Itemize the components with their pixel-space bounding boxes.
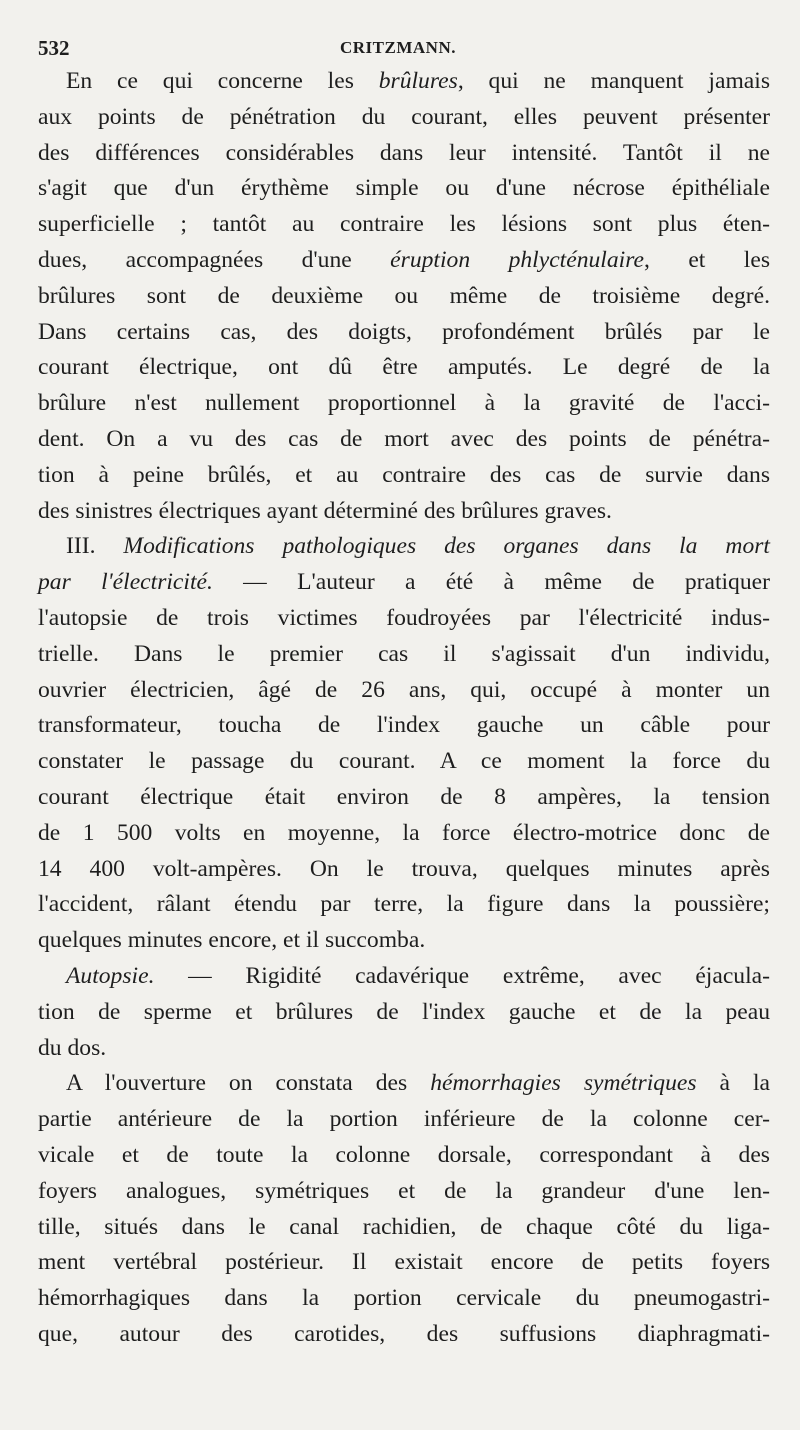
text-line: courant électrique, ont dû être amputés. Le degré de la xyxy=(38,354,770,381)
text-line: partie antérieure de la portion inférieure de la colonne cer- xyxy=(38,1106,770,1133)
text-line: tille, situés dans le canal rachidien, de chaque côté du liga- xyxy=(38,1213,770,1240)
paragraph-burns xyxy=(38,64,770,529)
text-line: dues, accompagnées d'une éruption phlycténulaire, et les xyxy=(38,246,771,273)
text-line: A l'ouverture on constata des hémorrhagies symétriques à la xyxy=(66,1070,770,1097)
text-line: quelques minutes encore, et il succomba. xyxy=(38,927,426,954)
running-title: CRITZMANN. xyxy=(340,38,456,57)
page-header xyxy=(38,28,770,64)
italic-term: éruption phlycténulaire xyxy=(390,246,644,273)
text-line: En ce qui concerne les brûlures, qui ne manquent jamais xyxy=(66,68,771,94)
text-line: dent. On a vu des cas de mort avec des points de pénétra- xyxy=(38,425,770,452)
text-line: courant électrique était environ de 8 ampères, la tension xyxy=(38,783,770,810)
text-line: hémorrhagiques dans la portion cervicale du pneumogastri- xyxy=(38,1285,770,1312)
section-heading: par l'électricité. xyxy=(38,569,213,596)
text-line: tion à peine brûlés, et au contraire des cas de survie dans xyxy=(38,461,770,488)
text-line: transformateur, toucha de l'index gauche un câble pour xyxy=(38,712,770,739)
text-line: brûlure n'est nullement proportionnel à la gravité de l'acci- xyxy=(38,390,770,417)
text-line: du dos. xyxy=(38,1034,107,1061)
section-heading-line: III. Modifications pathologiques des organes dans la mort xyxy=(66,533,770,560)
text-line: vicale et de toute la colonne dorsale, correspondant à des xyxy=(38,1141,770,1168)
text-line: foyers analogues, symétriques et de la grandeur d'une len- xyxy=(38,1177,770,1204)
text-line: brûlures sont de deuxième ou même de troisième degré. xyxy=(38,282,770,309)
text-line: superficielle ; tantôt au contraire les lésions sont plus éten- xyxy=(38,211,770,238)
text-line: l'accident, râlant étendu par terre, la figure dans la poussière; xyxy=(38,891,770,918)
text-line: des sinistres électriques ayant déterminé des brûlures graves. xyxy=(38,497,612,524)
text-line: ouvrier électricien, âgé de 26 ans, qui, occupé à monter un xyxy=(38,676,770,703)
text-line: aux points de pénétration du courant, elles peuvent présenter xyxy=(38,103,770,130)
italic-term: Autopsie. xyxy=(66,962,155,989)
book-page xyxy=(38,28,770,1353)
italic-term: hémorrhagies symétriques xyxy=(430,1070,697,1097)
text-line: par l'électricité. — L'auteur a été à même de pratiquer xyxy=(38,569,770,596)
paragraph-opening xyxy=(38,1066,770,1352)
page-number: 532 xyxy=(38,36,70,60)
text-line: ment vertébral postérieur. Il existait encore de petits foyers xyxy=(38,1249,770,1276)
paragraph-autopsy xyxy=(38,959,770,1066)
text-line: tion de sperme et brûlures de l'index gauche et de la peau xyxy=(38,998,770,1025)
text-line: Autopsie. — Rigidité cadavérique extrême, avec éjacula- xyxy=(66,962,770,989)
text-line: Dans certains cas, des doigts, profondément brûlés par le xyxy=(38,318,770,345)
text-line: l'autopsie de trois victimes foudroyées par l'électricité indus- xyxy=(38,604,770,631)
body-text xyxy=(38,64,770,1353)
text-line: que, autour des carotides, des suffusions diaphragmati- xyxy=(38,1320,770,1347)
text-line: constater le passage du courant. A ce moment la force du xyxy=(38,748,770,775)
paragraph-section-iii xyxy=(38,529,770,959)
text-line: trielle. Dans le premier cas il s'agissait d'un individu, xyxy=(38,640,770,667)
text-line: des différences considérables dans leur intensité. Tantôt il ne xyxy=(38,139,770,166)
text-line: 14 400 volt-ampères. On le trouva, quelques minutes après xyxy=(38,855,770,882)
text-line: de 1 500 volts en moyenne, la force électro-motrice donc de xyxy=(38,819,770,846)
italic-term: brûlures xyxy=(378,68,458,94)
text-line: s'agit que d'un érythème simple ou d'une nécrose épithéliale xyxy=(38,175,770,202)
section-heading: Modifications pathologiques des organes dans la mort xyxy=(123,533,770,560)
